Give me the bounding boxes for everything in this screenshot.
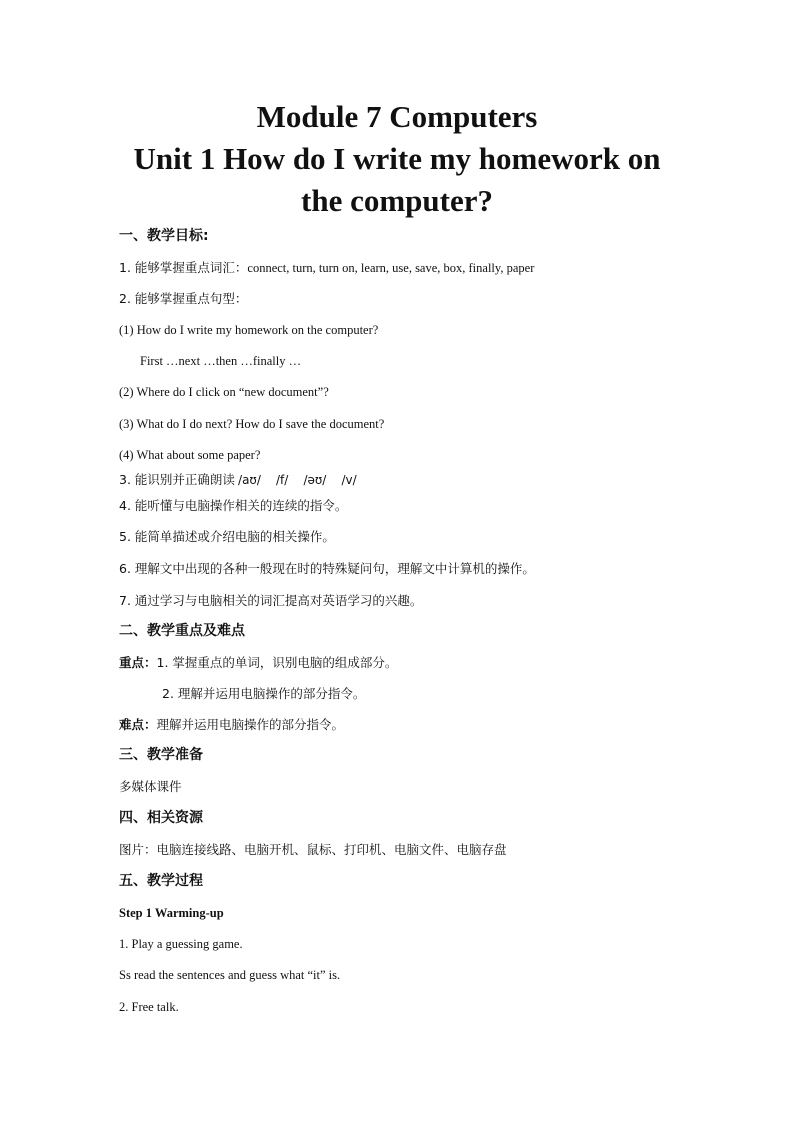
sentence-1-sequence: First …next …then …finally … (140, 354, 302, 368)
sentence-4: (4) What about some paper? (119, 448, 261, 462)
objective-6: 6. 理解文中出现的各种一般现在时的特殊疑问句，理解文中计算机的操作。 (119, 561, 535, 576)
title-line-2: Unit 1 How do I write my homework on (133, 141, 661, 176)
phonetic-symbol: /v/ (341, 473, 357, 487)
objective-1 (119, 260, 534, 276)
difficult-point-text: 理解并运用电脑操作的部分指令。 (156, 717, 345, 732)
preparation-text: 多媒体课件 (119, 779, 182, 794)
section-4-heading: 四、相关资源 (119, 810, 203, 826)
step-1-item-1: 1. Play a guessing game. (119, 937, 243, 951)
document-title (0, 96, 794, 222)
key-point-label: 重点： (119, 655, 157, 670)
objective-2: 2. 能够掌握重点句型： (119, 291, 248, 306)
objective-3 (119, 472, 357, 488)
section-3-heading: 三、教学准备 (119, 747, 203, 763)
sentence-2: (2) Where do I click on “new document”? (119, 385, 329, 399)
phonetic-symbol: /f/ (276, 473, 289, 487)
sentence-1: (1) How do I write my homework on the computer? (119, 323, 379, 337)
title-line-1: Module 7 Computers (256, 99, 538, 134)
objective-1-label: 1. 能够掌握重点词汇： (119, 260, 248, 275)
objective-7: 7. 通过学习与电脑相关的词汇提高对英语学习的兴趣。 (119, 593, 423, 608)
step-1-item-2: 2. Free talk. (119, 1000, 179, 1014)
step-1-item-1-detail: Ss read the sentences and guess what “it” is. (119, 968, 341, 982)
section-5-heading: 五、教学过程 (119, 873, 203, 889)
difficult-point (119, 717, 344, 733)
objective-3-label: 3. 能识别并正确朗读 (119, 472, 235, 487)
objective-1-words: connect, turn, turn on, learn, use, save, box, finally, paper (247, 261, 535, 275)
section-1-heading: 一、教学目标: (119, 228, 209, 244)
phonetic-symbol: /aʊ/ (238, 473, 261, 487)
key-point-1 (119, 655, 397, 671)
phonetic-symbol: /əʊ/ (303, 473, 327, 487)
title-line-3: the computer? (301, 183, 493, 218)
sentence-3: (3) What do I do next? How do I save the document? (119, 417, 385, 431)
key-point-2: 2. 理解并运用电脑操作的部分指令。 (162, 686, 366, 701)
objective-5: 5. 能简单描述或介绍电脑的相关操作。 (119, 529, 335, 544)
resources-text: 图片：电脑连接线路、电脑开机、鼠标、打印机、电脑文件、电脑存盘 (119, 842, 507, 857)
difficult-point-label: 难点： (119, 717, 157, 732)
step-1-heading: Step 1 Warming-up (119, 906, 224, 920)
objective-4: 4. 能听懂与电脑操作相关的连续的指令。 (119, 498, 348, 513)
section-2-heading: 二、教学重点及难点 (119, 623, 245, 639)
key-point-1-text: 1. 掌握重点的单词，识别电脑的组成部分。 (156, 655, 398, 670)
